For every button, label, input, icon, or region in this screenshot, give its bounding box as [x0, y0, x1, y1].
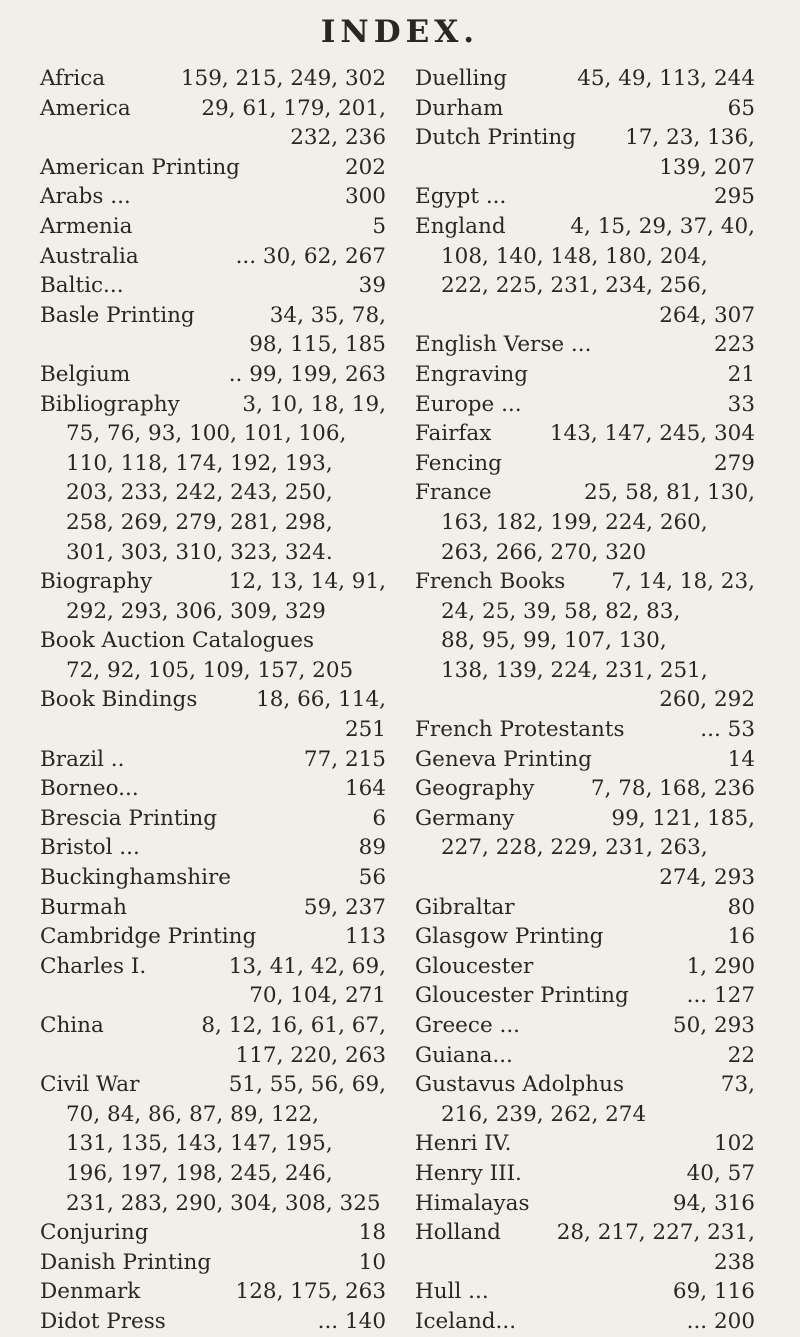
- index-entry: [40, 242, 386, 272]
- index-page-numbers: 295: [713, 184, 755, 210]
- index-entry: [415, 715, 755, 745]
- index-term: America: [40, 95, 131, 121]
- index-term: Armenia: [40, 213, 133, 239]
- index-entry-line: [40, 64, 386, 94]
- index-page-numbers: 5: [372, 213, 386, 239]
- index-term: Fairfax: [415, 421, 492, 447]
- index-term: Himalayas: [415, 1190, 530, 1216]
- index-entry-line: [40, 893, 386, 923]
- index-entry: [40, 893, 386, 923]
- index-term: Danish Printing: [40, 1249, 212, 1275]
- index-term: Bristol ...: [40, 835, 140, 861]
- index-entry-line: [415, 1129, 755, 1159]
- index-page-numbers-continued: 258, 269, 279, 281, 298,: [66, 509, 333, 535]
- index-entry-line: [415, 1070, 755, 1100]
- index-entry-line: [415, 478, 755, 508]
- index-entry-line: [415, 1307, 755, 1337]
- index-entry: [415, 123, 755, 182]
- index-entry: [415, 94, 755, 124]
- index-entry-line: [415, 330, 755, 360]
- index-page-numbers: 128, 175, 263: [235, 1279, 386, 1305]
- index-term: Engraving: [415, 361, 529, 387]
- index-term: Cambridge Printing: [40, 924, 257, 950]
- index-entry: [415, 952, 755, 982]
- index-page-numbers-continued: 232, 236: [290, 125, 386, 151]
- index-entry: [40, 301, 386, 360]
- index-page-numbers-continued: 138, 139, 224, 231, 251,: [441, 657, 708, 683]
- index-term: China: [40, 1013, 104, 1038]
- index-entry-line: [40, 1070, 386, 1100]
- index-entry-line: [415, 212, 755, 242]
- index-entry: [415, 1218, 755, 1277]
- index-page-numbers-continued: 216, 239, 262, 274: [441, 1101, 647, 1127]
- index-entry-line: [40, 182, 386, 212]
- index-entry: [415, 804, 755, 893]
- index-page-numbers-continued: 231, 283, 290, 304, 308, 325: [66, 1190, 381, 1216]
- index-entry: [40, 626, 386, 685]
- index-term: Gustavus Adolphus: [415, 1072, 624, 1098]
- index-page-numbers: 80: [727, 894, 755, 920]
- index-entry-line: [415, 893, 755, 923]
- index-term: Didot Press: [40, 1308, 166, 1334]
- index-page-numbers-continued: 222, 225, 231, 234, 256,: [441, 273, 708, 299]
- index-page-numbers: 223: [713, 332, 755, 358]
- index-page-numbers: 17, 23, 136,: [625, 125, 755, 151]
- index-term: Henri IV.: [415, 1131, 512, 1157]
- index-page-numbers: 50, 293: [672, 1013, 755, 1038]
- index-page-numbers-continued: 117, 220, 263: [235, 1042, 386, 1068]
- index-entry-line: [415, 1041, 755, 1071]
- index-entry: [40, 1011, 386, 1070]
- index-entry-line: [40, 212, 386, 242]
- index-term: Charles I.: [40, 953, 147, 979]
- index-term: Iceland...: [415, 1308, 517, 1334]
- index-page-numbers-continued: 238: [713, 1249, 755, 1275]
- index-page-numbers: 39: [358, 273, 386, 299]
- index-term: Brescia Printing: [40, 805, 217, 831]
- index-entry-line: [40, 360, 386, 390]
- index-entry: [415, 64, 755, 94]
- index-term: Buckinghamshire: [40, 865, 232, 891]
- index-page-numbers: 1, 290: [686, 953, 755, 979]
- index-term: Arabs ...: [40, 184, 131, 210]
- index-entry-line: [40, 1307, 386, 1337]
- index-page-numbers-continued: 110, 118, 174, 192, 193,: [66, 450, 333, 476]
- page-title: INDEX.: [320, 14, 480, 50]
- index-page-numbers: 28, 217, 227, 231,: [556, 1220, 755, 1246]
- index-entry: [415, 419, 755, 449]
- index-page-numbers-continued: 264, 307: [659, 302, 755, 328]
- index-page-numbers-continued: 70, 104, 271: [249, 983, 386, 1009]
- index-entry: [415, 1041, 755, 1071]
- index-page-numbers: ... 127: [686, 983, 755, 1009]
- index-entry: [40, 567, 386, 626]
- index-term: Dutch Printing: [415, 125, 577, 151]
- index-entry: [40, 1248, 386, 1278]
- index-entry-line: [40, 390, 386, 420]
- index-page-numbers-continued: 24, 25, 39, 58, 82, 83,: [441, 598, 681, 624]
- index-entry: [415, 478, 755, 567]
- index-entry: [40, 804, 386, 834]
- index-page-numbers-continued: 131, 135, 143, 147, 195,: [66, 1131, 333, 1157]
- index-entry: [40, 1307, 386, 1337]
- index-term: Biography: [40, 569, 153, 595]
- index-entry-line: [40, 271, 386, 301]
- index-page-numbers: 10: [358, 1249, 386, 1275]
- index-entry: [40, 1218, 386, 1248]
- index-term: Europe ...: [415, 391, 522, 417]
- index-term: Brazil ..: [40, 746, 125, 772]
- index-entry: [40, 64, 386, 94]
- index-page-numbers-continued: 251: [344, 717, 386, 743]
- index-entry-line: [415, 952, 755, 982]
- index-entry-line: [40, 242, 386, 272]
- index-entry: [415, 1307, 755, 1337]
- index-entry: [415, 330, 755, 360]
- index-entry-line: [40, 685, 386, 715]
- index-page-numbers: 34, 35, 78,: [269, 302, 386, 328]
- index-term: Egypt ...: [415, 184, 507, 210]
- index-page-numbers: 94, 316: [672, 1190, 755, 1216]
- index-column-right: [415, 64, 755, 1337]
- index-column-left: [40, 64, 386, 1337]
- index-entry: [415, 212, 755, 330]
- index-entry-line: [415, 567, 755, 597]
- index-entry-line: [40, 833, 386, 863]
- index-entry-line: [415, 390, 755, 420]
- index-page-numbers: 59, 237: [303, 894, 386, 920]
- index-page-numbers-continued: 274, 293: [659, 865, 755, 891]
- index-page-numbers: 29, 61, 179, 201,: [201, 95, 386, 121]
- index-entry-line: [415, 774, 755, 804]
- index-entry: [40, 360, 386, 390]
- index-entry-line: [415, 922, 755, 952]
- index-term: Gibraltar: [415, 894, 515, 920]
- index-term: Geography: [415, 776, 535, 802]
- index-term: French Protestants: [415, 717, 625, 743]
- index-entry: [40, 833, 386, 863]
- index-term: Denmark: [40, 1279, 141, 1305]
- index-entry-line: [40, 804, 386, 834]
- index-entry-line: [415, 1218, 755, 1248]
- index-term: England: [415, 213, 506, 239]
- index-term: Bibliography: [40, 391, 180, 417]
- index-term: Book Bindings: [40, 687, 198, 713]
- index-page-numbers: 14: [727, 746, 755, 772]
- index-entry-line: [40, 774, 386, 804]
- index-page-numbers: 4, 15, 29, 37, 40,: [570, 213, 755, 239]
- index-entry: [415, 1159, 755, 1189]
- index-page-numbers-continued: 108, 140, 148, 180, 204,: [441, 243, 708, 269]
- index-page-numbers: 16: [727, 924, 755, 950]
- index-page-numbers: ... 200: [686, 1308, 755, 1334]
- index-entry: [415, 1129, 755, 1159]
- index-entry: [40, 1070, 386, 1218]
- index-page-numbers: 164: [344, 776, 386, 802]
- index-page-numbers: 6: [372, 805, 386, 831]
- index-entry: [40, 94, 386, 153]
- index-entry-line: [415, 1277, 755, 1307]
- index-term: Greece ...: [415, 1013, 521, 1038]
- index-page-numbers-continued: 301, 303, 310, 323, 324.: [66, 539, 333, 565]
- index-page-numbers: 202: [344, 154, 386, 180]
- index-page-numbers: 3, 10, 18, 19,: [242, 391, 386, 417]
- index-page-numbers: 25, 58, 81, 130,: [584, 480, 755, 506]
- index-entry-line: [415, 449, 755, 479]
- index-entry-line: [415, 981, 755, 1011]
- index-entry-line: [415, 123, 755, 153]
- index-page-numbers: 65: [727, 95, 755, 121]
- index-entry: [40, 271, 386, 301]
- index-term: Burmah: [40, 894, 127, 920]
- index-entry: [415, 449, 755, 479]
- index-term: Glasgow Printing: [415, 924, 604, 950]
- index-entry: [40, 922, 386, 952]
- index-entry: [40, 1277, 386, 1307]
- index-page-numbers: 22: [727, 1042, 755, 1068]
- index-entry: [415, 1189, 755, 1219]
- index-entry: [415, 922, 755, 952]
- index-entry-line: [415, 804, 755, 834]
- index-page-numbers-continued: 88, 95, 99, 107, 130,: [441, 628, 667, 654]
- index-term: Borneo...: [40, 776, 139, 802]
- index-entry: [40, 774, 386, 804]
- index-entry-line: [415, 360, 755, 390]
- index-entry-line: [415, 419, 755, 449]
- index-term: Germany: [415, 805, 515, 831]
- index-page-numbers: 13, 41, 42, 69,: [228, 953, 386, 979]
- index-page-numbers: 7, 78, 168, 236: [590, 776, 755, 802]
- index-term: Conjuring: [40, 1220, 149, 1246]
- index-entry: [415, 1277, 755, 1307]
- index-entry-line: [415, 182, 755, 212]
- index-term: Australia: [40, 243, 139, 269]
- index-term: Baltic...: [40, 273, 124, 299]
- index-entry: [415, 893, 755, 923]
- index-page-numbers: 51, 55, 56, 69,: [228, 1072, 386, 1098]
- index-entry-line: [40, 94, 386, 124]
- index-page-numbers: 69, 116: [672, 1279, 755, 1305]
- index-entry: [40, 745, 386, 775]
- index-entry: [40, 685, 386, 744]
- index-entry-line: [40, 863, 386, 893]
- index-entry: [40, 182, 386, 212]
- index-term: France: [415, 480, 492, 506]
- index-term: Civil War: [40, 1072, 140, 1098]
- index-entry: [415, 360, 755, 390]
- index-page-numbers: .. 99, 199, 263: [228, 361, 386, 387]
- index-term: Hull ...: [415, 1279, 489, 1305]
- index-page-numbers-continued: 260, 292: [659, 687, 755, 713]
- index-page-numbers-continued: 263, 266, 270, 320: [441, 539, 647, 565]
- index-entry-line: [40, 626, 386, 656]
- index-page-numbers: 33: [727, 391, 755, 417]
- index-term: Fencing: [415, 450, 502, 476]
- index-page-numbers-continued: 72, 92, 105, 109, 157, 205: [66, 657, 354, 683]
- index-entry: [415, 1070, 755, 1129]
- index-entry-line: [415, 745, 755, 775]
- index-entry-line: [40, 1277, 386, 1307]
- index-term: Duelling: [415, 66, 508, 91]
- index-page-numbers: 102: [713, 1131, 755, 1157]
- index-term: Gloucester: [415, 953, 534, 979]
- index-page-numbers: 73,: [720, 1072, 755, 1098]
- index-term: Belgium: [40, 361, 131, 387]
- index-page-numbers-continued: 98, 115, 185: [249, 332, 386, 358]
- index-entry-line: [40, 1011, 386, 1041]
- index-term: Holland: [415, 1220, 501, 1246]
- index-page-numbers-continued: 227, 228, 229, 231, 263,: [441, 835, 708, 861]
- index-entry: [40, 952, 386, 1011]
- index-term: English Verse ...: [415, 332, 592, 358]
- index-page-numbers: 8, 12, 16, 61, 67,: [201, 1013, 386, 1038]
- index-page-numbers-continued: 75, 76, 93, 100, 101, 106,: [66, 421, 347, 447]
- index-page-numbers: 45, 49, 113, 244: [577, 66, 755, 91]
- index-term: American Printing: [40, 154, 240, 180]
- index-page-numbers: 89: [358, 835, 386, 861]
- index-entry: [415, 1011, 755, 1041]
- index-page-numbers: 99, 121, 185,: [611, 805, 755, 831]
- index-page-numbers: 143, 147, 245, 304: [549, 421, 755, 447]
- index-page-numbers: 113: [344, 924, 386, 950]
- index-page-numbers: 279: [713, 450, 755, 476]
- index-entry-line: [40, 952, 386, 982]
- index-term: Henry III.: [415, 1160, 522, 1186]
- index-entry: [415, 745, 755, 775]
- index-entry: [40, 153, 386, 183]
- index-page-numbers-continued: 139, 207: [659, 154, 755, 180]
- index-page-numbers: 40, 57: [686, 1160, 755, 1186]
- index-page-numbers-continued: 203, 233, 242, 243, 250,: [66, 480, 333, 506]
- index-entry-line: [40, 153, 386, 183]
- index-term: Durham: [415, 95, 504, 121]
- index-entry-line: [40, 922, 386, 952]
- index-term: Book Auction Catalogues: [40, 628, 315, 654]
- index-entry: [415, 567, 755, 715]
- index-page-numbers-continued: 70, 84, 86, 87, 89, 122,: [66, 1101, 320, 1127]
- index-page-numbers: 7, 14, 18, 23,: [611, 569, 755, 595]
- index-entry-line: [415, 64, 755, 94]
- index-term: Geneva Printing: [415, 746, 592, 772]
- index-page-numbers: 77, 215: [303, 746, 386, 772]
- index-page-numbers-continued: 163, 182, 199, 224, 260,: [441, 509, 708, 535]
- index-page-numbers: ... 30, 62, 267: [235, 243, 386, 269]
- index-entry: [415, 774, 755, 804]
- index-page-numbers: 21: [727, 361, 755, 387]
- index-entry-line: [40, 1248, 386, 1278]
- index-entry: [415, 981, 755, 1011]
- index-page-numbers: 56: [358, 865, 386, 891]
- index-entry-line: [40, 301, 386, 331]
- index-entry: [415, 182, 755, 212]
- index-page-numbers: 18: [358, 1220, 386, 1246]
- index-term: Basle Printing: [40, 302, 195, 328]
- index-term: Africa: [40, 66, 106, 91]
- index-page-numbers-continued: 292, 293, 306, 309, 329: [66, 598, 326, 624]
- index-page-numbers: 18, 66, 114,: [256, 687, 386, 713]
- index-entry: [40, 212, 386, 242]
- index-entry-line: [40, 567, 386, 597]
- index-entry-line: [415, 1189, 755, 1219]
- index-page-numbers-continued: 196, 197, 198, 245, 246,: [66, 1160, 333, 1186]
- index-term: French Books: [415, 569, 566, 595]
- index-term: Guiana...: [415, 1042, 513, 1068]
- index-page-numbers: ... 140: [317, 1308, 386, 1334]
- index-entry-line: [415, 715, 755, 745]
- index-page-numbers: 12, 13, 14, 91,: [228, 569, 386, 595]
- index-entry: [415, 390, 755, 420]
- index-page-numbers: 300: [344, 184, 386, 210]
- index-entry-line: [415, 1159, 755, 1189]
- index-entry-line: [415, 94, 755, 124]
- index-entry-line: [415, 1011, 755, 1041]
- index-term: Gloucester Printing: [415, 983, 629, 1009]
- index-entry: [40, 863, 386, 893]
- index-page-numbers: 159, 215, 249, 302: [180, 66, 386, 91]
- index-entry-line: [40, 1218, 386, 1248]
- index-entry-line: [40, 745, 386, 775]
- index-entry: [40, 390, 386, 568]
- index-page-numbers: ... 53: [700, 717, 755, 743]
